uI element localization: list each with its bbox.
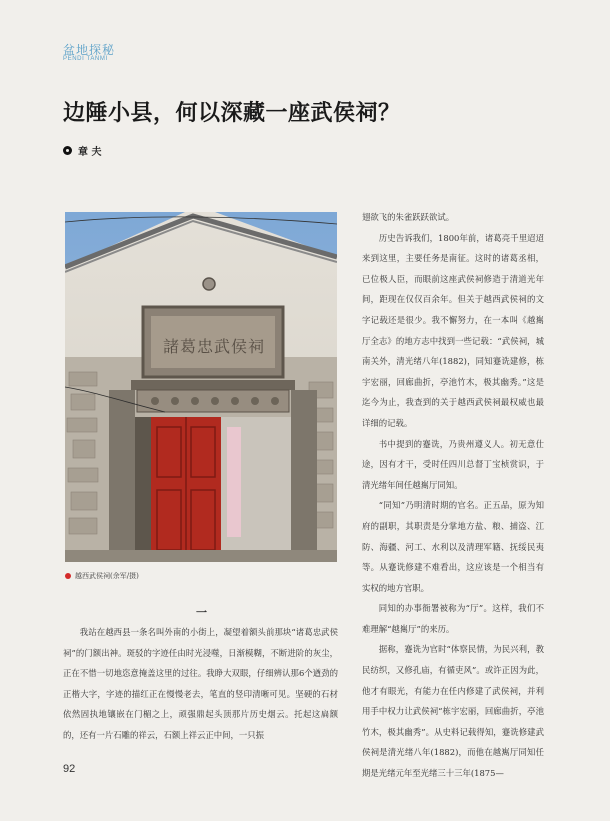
section-number: 一 [196,606,207,619]
right-column-text [362,207,544,784]
paragraph: 据称，蹇诜为官时“体察民情，为民兴利，教民纺织，又修孔庙，有循吏风”。或许正因为此，他才有眼光，有能力在任内修建了武侯祠，并利用手中权力让武侯祠“栋宇宏丽，回廊曲折，亭池竹木，极其幽秀”。从史料记载得知，蹇诜修建武侯祠是清光绪八年(1882)，而他在越嶲厅同知任期是光绪元年至光绪三十三年(1875— [362,644,544,779]
bullet-icon [63,146,72,155]
plaque-text: 諸葛忠武侯祠 [162,337,265,356]
author-line [63,143,101,158]
caption-text: 越西武侯祠(余军/摄) [75,572,139,580]
photo-caption [65,571,139,581]
column-name-english: PENDI TANMI [63,56,108,62]
page-number: 92 [63,763,76,775]
paragraph: 书中提到的蹇诜，乃贵州遵义人。初无意仕途，因有才干，受时任四川总督丁宝桢赏识，于清光绪年间任越嶲厅同知。 [362,438,544,490]
paragraph: 翅欲飞的朱雀跃跃欲试。 [362,212,455,222]
article-title: 边陲小县，何以深藏一座武侯祠？ [63,101,401,126]
left-column-text [63,622,338,746]
paragraph: 同知的办事衙署被称为“厅”。这样，我们不难理解“越嶲厅”的来历。 [362,603,544,634]
paragraph: 我站在越西县一条名叫外南的小街上，凝望着额头前那块“诸葛忠武侯祠”的门额出神。斑驳的字迹任由时光浸噬，日渐模糊，不断进阶的灰尘，正在不惜一切地恣意掩盖这里的过往。我睁大双眼，仔细辨认那6个遒劲的正楷大字，字迹的描红正在慢慢老去，笔直的竖印清晰可见。坚硬的石材依然固执地镶嵌在门楣之上，顽强鼎起头顶那片历史烟云。托起这扁额的，还有一片石雕的祥云，石额上祥云正中间，一只振 [63,627,338,740]
temple-gate-photo [65,212,337,562]
paragraph: “同知”乃明清时期的官名。正五品，原为知府的副职，其职责是分掌地方盐、粮、捕盗、江防、海疆、河工、水利以及清理军籍、抚绥民夷等。从蹇诜修建不难看出，这应该是一个相当有实权的地方官职。 [362,500,544,593]
caption-bullet-icon [65,573,71,579]
column-name: 盆地探秘 [63,43,116,57]
paragraph: 历史告诉我们，1800年前，诸葛亮千里迢迢来到这里，主要任务是南征。这时的诸葛丞相，已位极人臣，而眼前这座武侯祠修造于清道光年间，距现在仅仅百余年。但关于越西武侯祠的文字记载还是很少。我不懈努力，在一本叫《越嶲厅全志》的地方志中找到一些记载：“武侯祠，城南关外，清光绪八年(1882)，同知蹇诜建修，栋宇宏丽，回廊曲折，亭池竹木，极其幽秀。”这是迄今为止，我查到的关于越西武侯祠最权威也最详细的记载。 [362,232,544,428]
author-name: 章 夫 [78,147,102,158]
